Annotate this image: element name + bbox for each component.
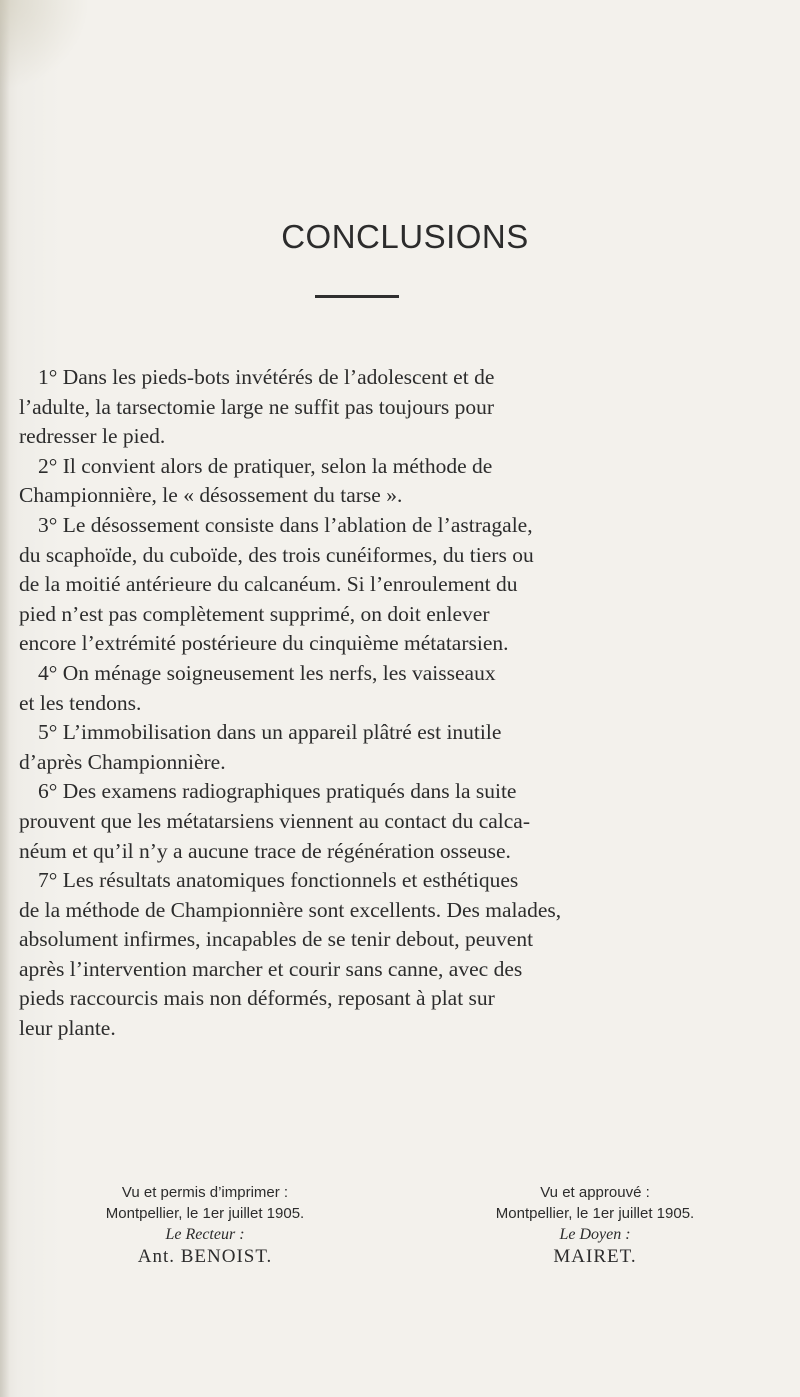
signature-name: MAIRET. [553,1246,637,1267]
conclusion-paragraph-7 [0,866,800,1044]
text-line: absolument infirmes, incapables de se tenir debout, peuvent [19,927,534,952]
signature-role: Le Doyen : [559,1226,631,1243]
text-line: après l’intervention marcher et courir sans canne, avec des [19,956,523,981]
text-line: 2° Il convient alors de pratiquer, selon la méthode de [38,453,493,478]
text-line: de la moitié antérieure du calcanéum. Si l’enroulement du [19,572,518,597]
signature-line: Vu et approuvé : [540,1184,650,1201]
text-line: 1° Dans les pieds-bots invétérés de l’adolescent et de [38,365,495,389]
conclusions-body [0,363,800,1044]
signature-date: Montpellier, le 1er juillet 1905. [105,1205,305,1222]
conclusion-paragraph-5 [0,718,800,777]
text-line: pied n’est pas complètement supprimé, on doit enlever [19,601,490,626]
text-line: Championnière, le « désossement du tarse ». [19,483,403,508]
conclusion-paragraph-1 [0,363,800,452]
signature-role: Le Recteur : [165,1226,245,1243]
text-line: l’adulte, la tarsectomie large ne suffit pas toujours pour [19,394,495,419]
text-line: néum et qu’il n’y a aucune trace de régénération osseuse. [19,838,511,863]
text-line: prouvent que les métatarsiens viennent au contact du calca- [19,808,531,833]
signature-block-doyen [425,1182,765,1269]
text-line: de la méthode de Championnière sont excellents. Des malades, [19,897,562,922]
text-line: encore l’extrémité postérieure du cinquième métatarsien. [19,631,509,656]
text-line: 7° Les résultats anatomiques fonctionnels et esthétiques [38,868,519,893]
text-line: pieds raccourcis mais non déformés, reposant à plat sur [19,986,495,1011]
page-title: CONCLUSIONS [281,218,529,255]
conclusion-paragraph-2 [0,452,800,511]
text-line: d’après Championnière. [19,749,226,774]
signature-block-recteur [40,1182,370,1269]
page-corner-stain [0,0,90,90]
conclusion-paragraph-4 [0,659,800,718]
conclusion-paragraph-3 [0,511,800,659]
text-line: et les tendons. [19,690,142,715]
text-line: du scaphoïde, du cuboïde, des trois cunéiformes, du tiers ou [19,542,534,567]
title-rule [315,295,399,298]
text-line: leur plante. [19,1016,116,1041]
text-line: 4° On ménage soigneusement les nerfs, les vaisseaux [38,660,496,685]
signature-name: Ant. BENOIST. [137,1246,273,1267]
text-line: 6° Des examens radiographiques pratiqués dans la suite [38,779,517,804]
text-line: 5° L’immobilisation dans un appareil plâtré est inutile [38,720,502,745]
text-line: 3° Le désossement consiste dans l’ablation de l’astragale, [38,512,533,537]
conclusion-paragraph-6 [0,777,800,866]
signature-line: Vu et permis d’imprimer : [121,1184,289,1201]
signature-date: Montpellier, le 1er juillet 1905. [495,1205,695,1222]
text-line: redresser le pied. [19,424,166,449]
